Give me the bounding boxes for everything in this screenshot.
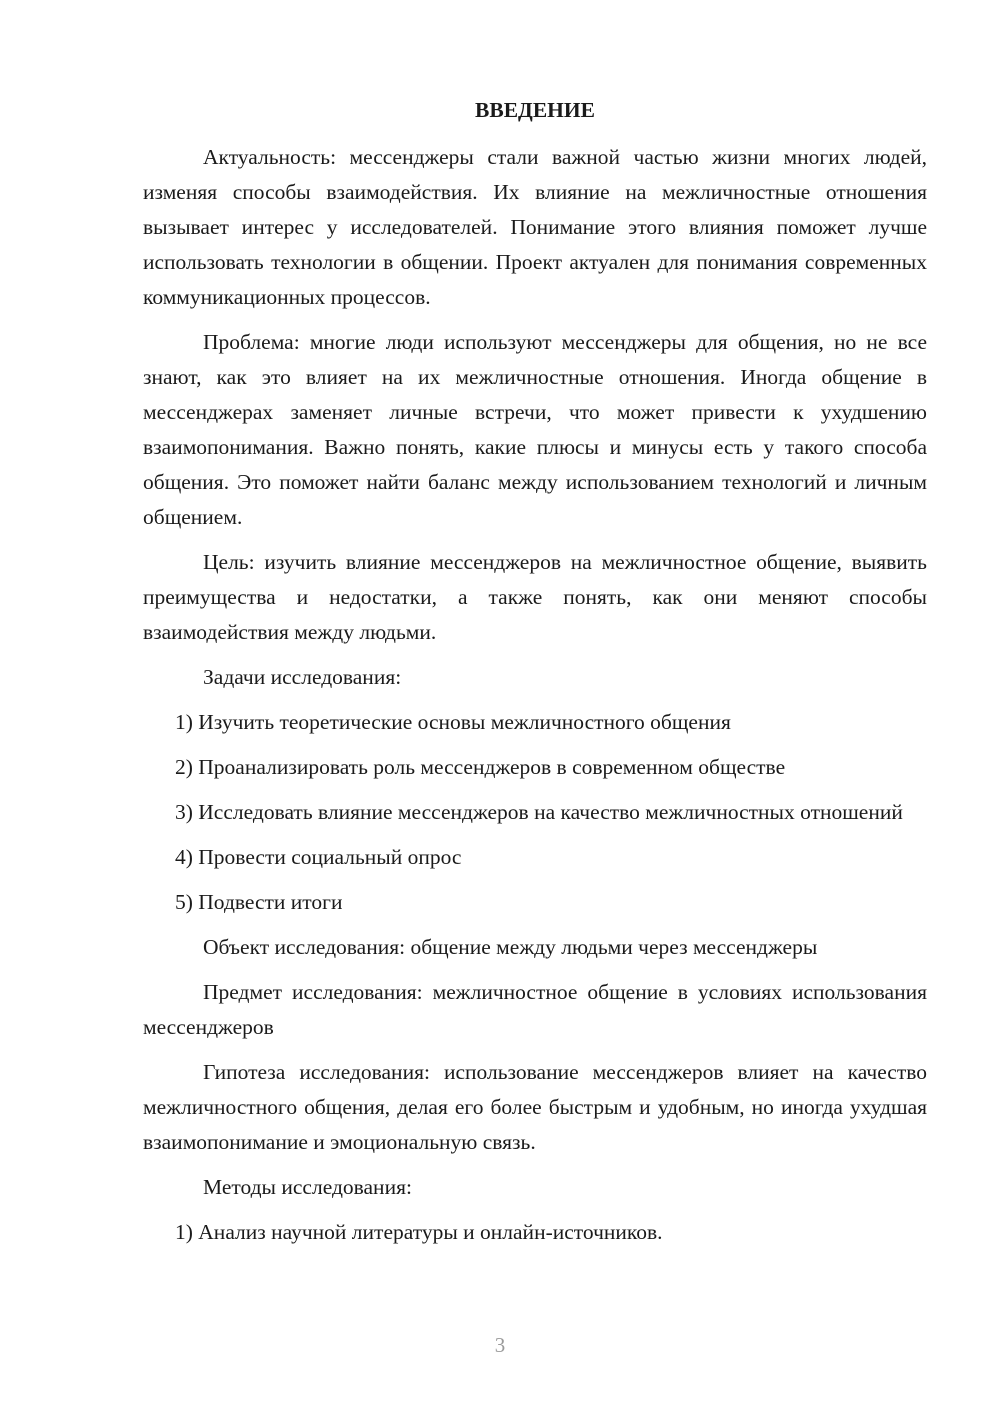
task-item-4: 4) Провести социальный опрос [175,845,462,869]
method-item-1: 1) Анализ научной литературы и онлайн-источников. [175,1220,663,1244]
paragraph-object: Объект исследования: общение между людьми через мессенджеры [203,935,818,959]
tasks-heading: Задачи исследования: [203,665,402,689]
document-page [143,92,927,1260]
methods-heading: Методы исследования: [203,1175,412,1199]
paragraph-relevance: Актуальность: мессенджеры стали важной частью жизни многих людей, изменяя способы взаимодействия. Их влияние на межличностные отношения вызывает интерес у исследователей. Понимание этого влияния поможет лучше использовать технологии в общении. Проект актуален для понимания современных коммуникационных процессов. [143,145,927,309]
page-number: 3 [494,1333,506,1357]
task-item-5: 5) Подвести итоги [175,890,343,914]
page-title: ВВЕДЕНИЕ [475,98,595,122]
task-item-1: 1) Изучить теоретические основы межличностного общения [175,710,731,734]
paragraph-subject: Предмет исследования: межличностное общение в условиях использования мессенджеров [143,980,927,1039]
task-item-3: 3) Исследовать влияние мессенджеров на качество межличностных отношений [175,800,903,824]
paragraph-goal: Цель: изучить влияние мессенджеров на межличностное общение, выявить преимущества и недостатки, а также понять, как они меняют способы взаимодействия между людьми. [143,550,927,644]
task-item-2: 2) Проанализировать роль мессенджеров в современном обществе [175,755,786,779]
paragraph-problem: Проблема: многие люди используют мессенджеры для общения, но не все знают, как это влияет на их межличностные отношения. Иногда общение в мессенджерах заменяет личные встречи, что может привести к ухудшению взаимопонимания. Важно понять, какие плюсы и минусы есть у такого способа общения. Это поможет найти баланс между использованием технологий и личным общением. [143,330,927,529]
paragraph-hypothesis: Гипотеза исследования: использование мессенджеров влияет на качество межличностного общения, делая его более быстрым и удобным, но иногда ухудшая взаимопонимание и эмоциональную связь. [143,1060,927,1154]
